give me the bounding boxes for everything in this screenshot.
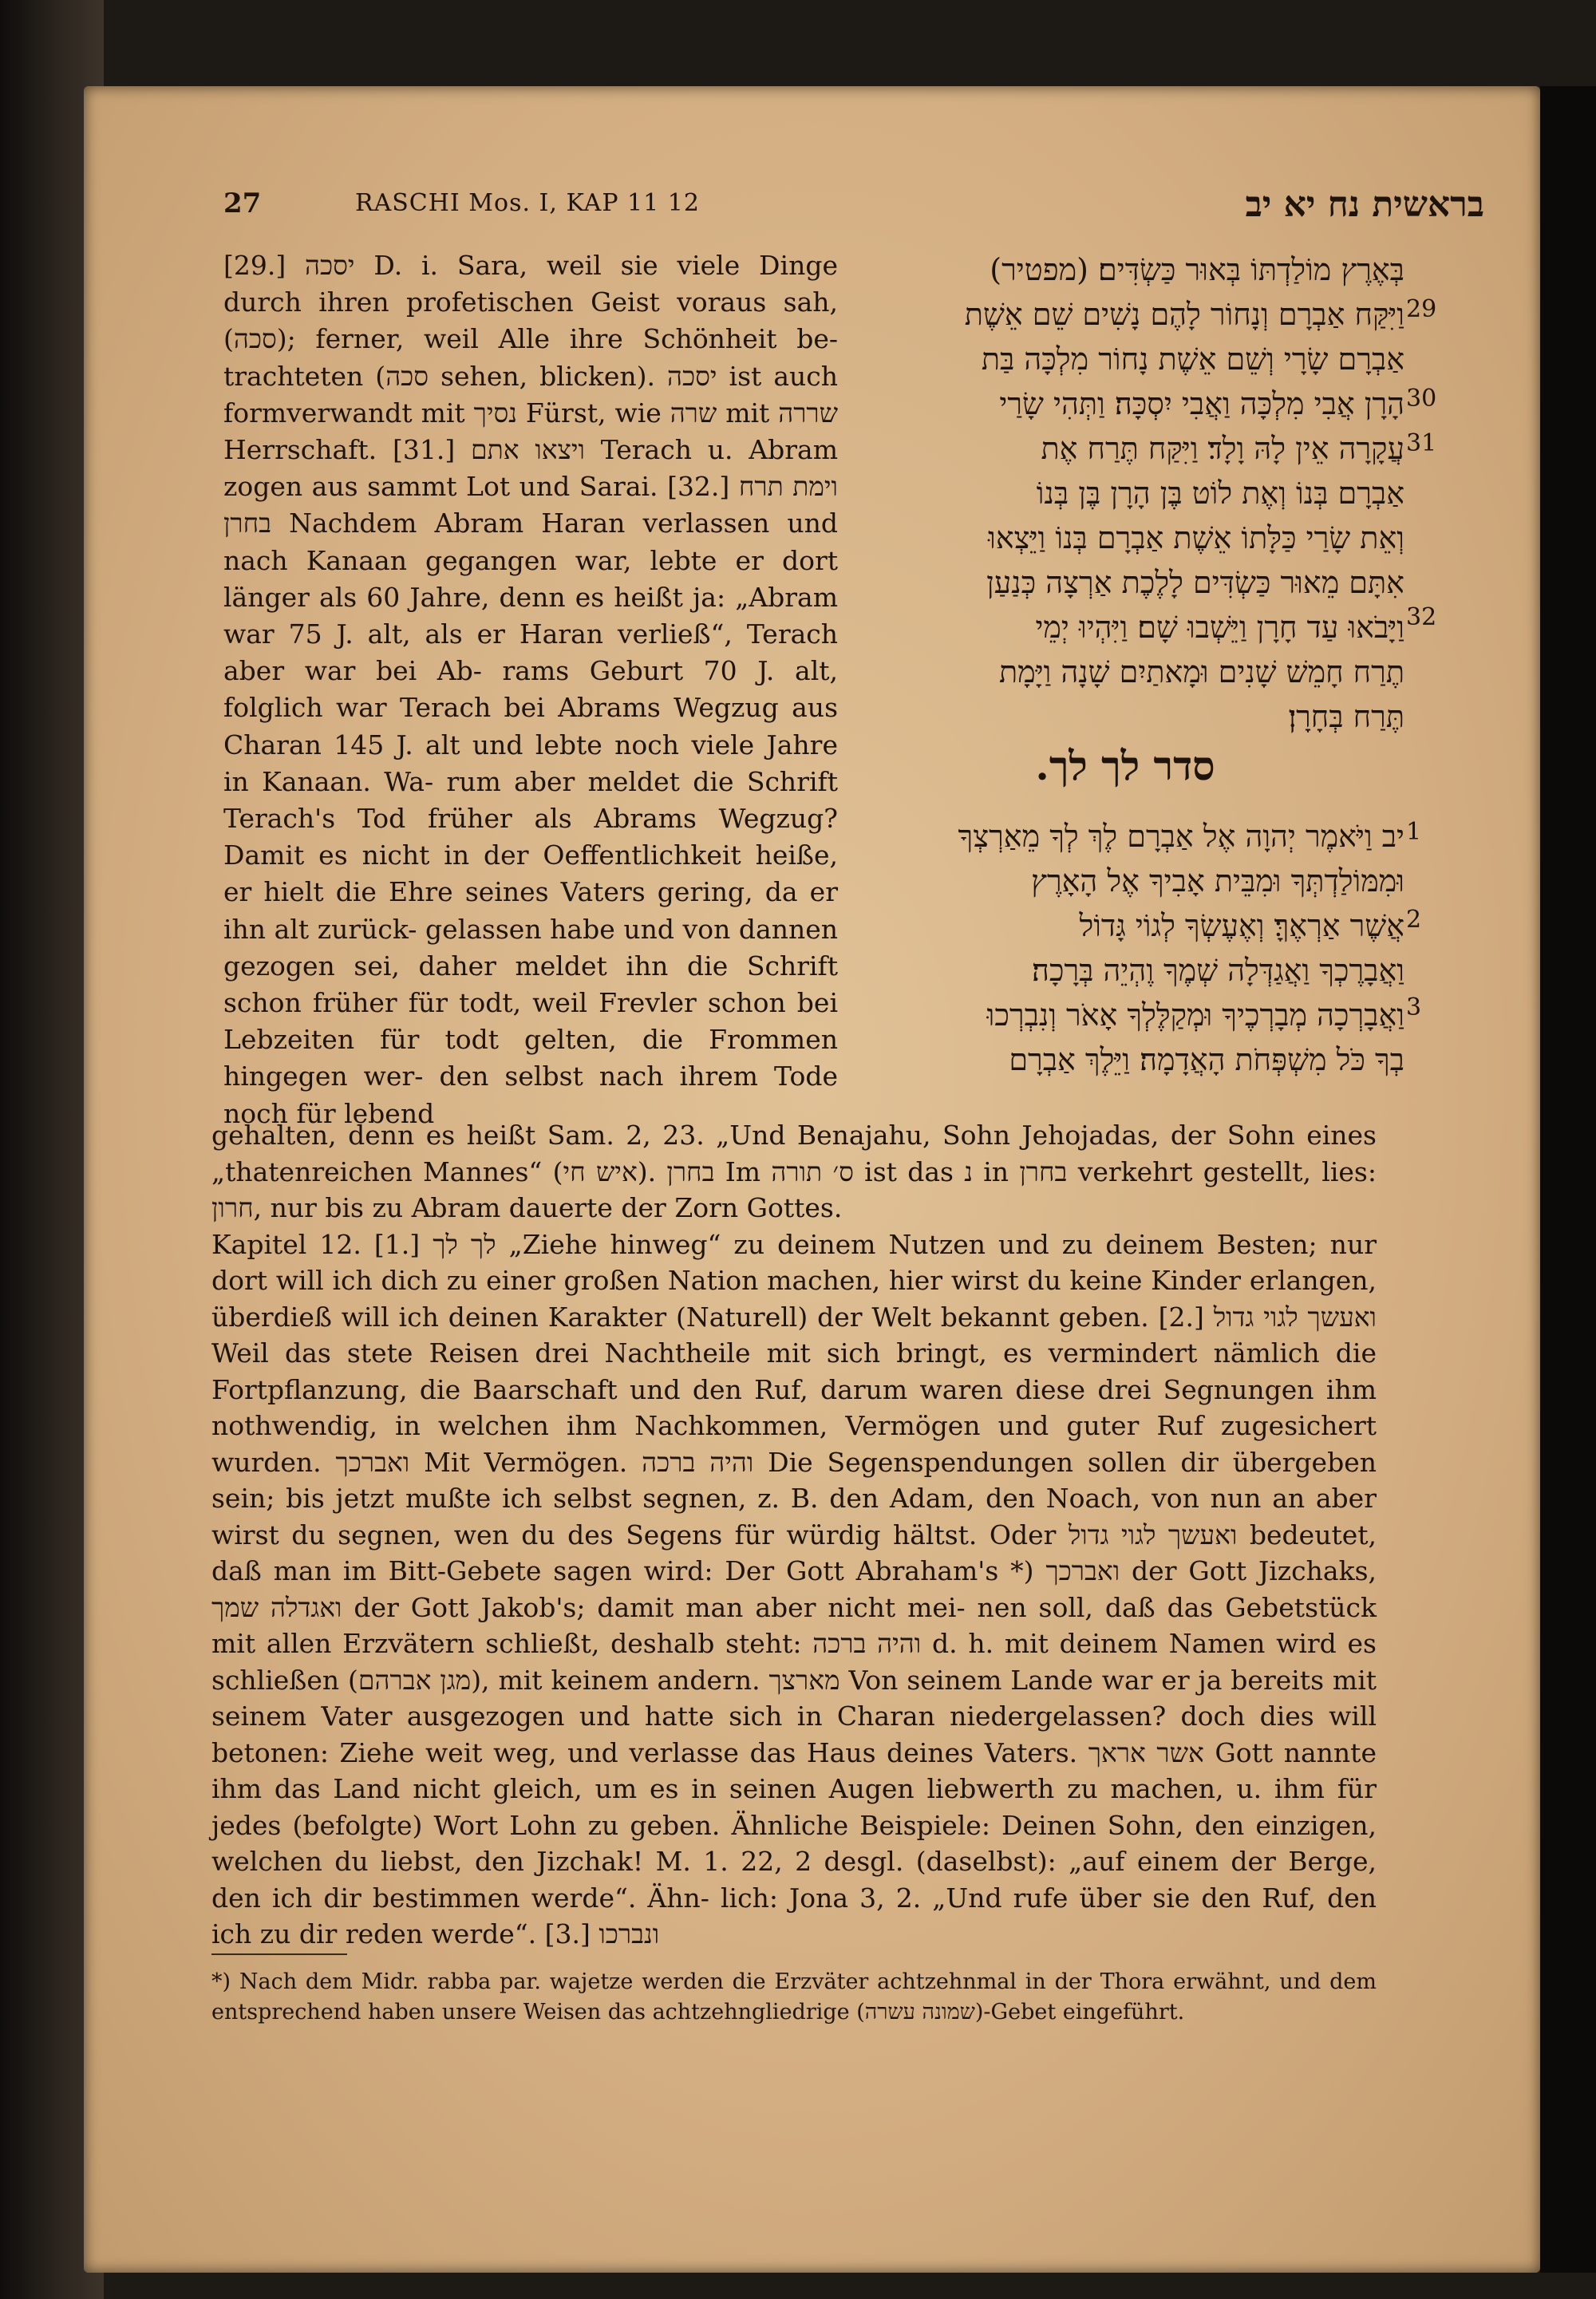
verse-number: 2	[1406, 906, 1422, 934]
page-number: 27	[223, 188, 262, 219]
verse-number: 29	[1406, 295, 1437, 323]
footnote-rule	[211, 1953, 347, 1955]
hebrew-line: אַבְרָם בְּנוֹ וְאֶת לוֹט בֶּן הָרָן בֶּן בְּנוֹ	[1036, 476, 1404, 511]
hebrew-line: עֲקָרָה אֵין לָהּ וָלָד׃ וַיִּקַּח תֶּרַח אֶת	[1041, 431, 1404, 466]
hebrew-line: וַאֲבָרֶכְךָ וַאֲגַדְּלָה שְׁמֶךָ וֶהְיֵה בְּרָכָה׃	[1032, 953, 1404, 988]
verse-number: 30	[1406, 385, 1437, 413]
hebrew-line: וּמִמּוֹלַדְתְּךָ וּמִבֵּית אָבִיךָ אֶל הָאָרֶץ	[1031, 863, 1404, 899]
page-gutter-shadow	[1540, 86, 1596, 2273]
verse-number: 32	[1406, 603, 1437, 631]
rashi-commentary-column	[223, 247, 838, 1132]
hebrew-text-ch11	[846, 247, 1404, 739]
running-head-left: RASCHI Mos. I, KAP 11 12	[355, 189, 700, 217]
full-width-commentary	[211, 1117, 1377, 1953]
hebrew-line: יב וַיֹּאמֶר יְהוָה אֶל אַבְרָם לֶךְ לְךָ מֵאַרְצְךָ	[958, 819, 1404, 854]
hebrew-line: תֶּרַח בְּחָרָן׃	[1288, 699, 1404, 734]
verse-number: 1	[1406, 818, 1422, 846]
hebrew-line: וַאֲבָרְכָה מְבָרְכֶיךָ וּמְקַלֶּלְךָ אָאֹר וְנִבְרְכוּ	[986, 997, 1404, 1033]
sidra-title: סדר לך לך.	[1035, 742, 1215, 789]
hebrew-line: הָרָן אֲבִי מִלְכָּה וַאֲבִי יִסְכָּה׃ וַתְּהִי שָׂרַי	[999, 386, 1404, 421]
hebrew-line: בְךָ כֹּל מִשְׁפְּחֹת הָאֲדָמָה׃ וַיֵּלֶךְ אַבְרָם	[1009, 1042, 1404, 1077]
commentary-paragraph: Kapitel 12. [1.] לך לך „Ziehe hinweg“ zu deinem Nutzen und zu deinem Besten; nur dort will ich dich zu einer großen Nation machen, hier wirst du keine Kinder erlangen, überdieß will ich deinen Karakter (Naturell) der Welt bekannt geben. [2.] ואעשך לגוי גדול Weil das stete Reisen drei Nachtheile mit sich bringt, es vermindert nämlich die Fortpflanzung, die Baarschaft und den Ruf, darum waren diese drei Segnungen ihm nothwendig, in welchen ihm Nachkommen, Vermögen und guter Ruf zugesichert wurden. ואברכך Mit Vermögen. והיה ברכה Die Segenspendungen sollen dir übergeben sein; bis jetzt mußte ich selbst segnen, z. B. den Adam, den Noach, von nun an aber wirst du segnen, wen du des Segens für würdig hältst. Oder ואעשך לגוי גדול bedeutet, daß man im Bitt-Gebete sagen wird: Der Gott Abraham's *) ואברכך der Gott Jizchaks, ואגדלה שמך der Gott Jakob's; damit man aber nicht mei- nen soll, daß das Gebetstück mit allen Erzvätern schließt, deshalb steht: והיה ברכה d. h. mit deinem Namen wird es schließen (מגן אברהם), mit keinem andern. מארצך Von seinem Lande war er ja bereits mit seinem Vater ausgezogen und hatte sich in Charan niedergelassen? doch dies will betonen: Ziehe weit weg, und verlasse das Haus deines Vaters. אשר אראך Gott nannte ihm das Land nicht gleich, um es in seinen Augen liebwerth zu machen, u. ihm für jedes (befolgte) Wort Lohn zu geben. Ähnliche Beispiele: Deinen Sohn, den einzigen, welchen du liebst, den Jizchak! M. 1. 22, 2 desgl. (daselbst): „auf einem der Berge, den ich dir bestimmen werde“. Ähn- lich: Jona 3, 2. „Und rufe über sie den Ruf, den ich zu dir reden werde“. [3.] ונברכו	[211, 1228, 1377, 1949]
footnote: *) Nach dem Midr. rabba par. wajetze werden die Erzväter achtzehnmal in der Thora erwähnt, und dem entsprechend haben unsere Weisen das achtzehngliedrige (שמונה עשרה)-Gebet eingeführt.	[211, 1969, 1377, 2024]
hebrew-line: אַבְרָם שָׂרָי וְשֵׁם אֵשֶׁת נָחוֹר מִלְכָּה בַּת	[981, 342, 1404, 377]
running-header	[223, 184, 1484, 227]
hebrew-line: בְּאֶרֶץ מוֹלַדְתּוֹ בְּאוּר כַּשְׂדִּים׃ (מפטיר)	[990, 252, 1404, 287]
running-head-right: בראשית נח יא יב	[1245, 184, 1484, 225]
verse-number: 31	[1406, 429, 1437, 457]
verse-number: 3	[1406, 993, 1422, 1021]
hebrew-line: וְאֵת שָׂרַי כַּלָּתוֹ אֵשֶׁת אַבְרָם בְּנוֹ וַיֵּצְאוּ	[988, 520, 1404, 555]
commentary-paragraph: gehalten, denn es heißt Sam. 2, 23. „Und Benajahu, Sohn Jehojadas, der Sohn eines „thatenreichen Mannes“ (איש חי). בחרן Im ס׳ תורה ist das נ in בחרן verkehrt gestellt, lies: חרון, nur bis zu Abram dauerte der Zorn Gottes.	[211, 1120, 1377, 1223]
hebrew-line: אֲשֶׁר אַרְאֶךָּ׃ וְאֶעֶשְׂךָ לְגוֹי גָּדוֹל	[1079, 908, 1404, 943]
hebrew-line: וַיִּקַּח אַבְרָם וְנָחוֹר לָהֶם נָשִׁים שֵׁם אֵשֶׁת	[964, 297, 1404, 332]
hebrew-line: אִתָּם מֵאוּר כַּשְׂדִּים לָלֶכֶת אַרְצָה כְּנַעַן	[986, 565, 1404, 600]
hebrew-text-ch12	[846, 814, 1404, 1082]
commentary-text: [29.] יסכה D. i. Sara, weil sie viele Dinge durch ihren profetischen Geist voraus sah, (סכה); ferner, weil Alle ihre Schönheit be- trachteten (סכה sehen, blicken). יסכה ist auch formverwandt mit נסיך Fürst, wie שרה mit שררה Herrschaft. [31.] ויצאו אתם Terach u. Abram zogen aus sammt Lot und Sarai. [32.] וימת תרח בחרן Nachdem Abram Haran verlassen und nach Kanaan gegangen war, lebte er dort länger als 60 Jahre, denn es heißt ja: „Abram war 75 J. alt, als er Haran verließ“, Terach aber war bei Ab- rams Geburt 70 J. alt, folglich war Terach bei Abrams Wegzug aus Charan 145 J. alt und lebte noch viele Jahre in Kanaan. Wa- rum aber meldet die Schrift Terach's Tod früher als Abrams Wegzug? Damit es nicht in der Oeffentlichkeit heiße, er hielt die Ehre seines Vaters gering, da er ihn alt zurück- gelassen habe und von dannen gezogen sei, daher meldet ihn die Schrift schon früher für todt, weil Frevler schon bei Lebzeiten für todt gelten, die Frommen hingegen wer- den selbst nach ihrem Tode noch für lebend	[223, 250, 838, 1129]
hebrew-line: תֶרַח חָמֵשׁ שָׁנִים וּמָאתַיִם שָׁנָה וַיָּמָת	[999, 654, 1404, 689]
hebrew-line: וַיָּבֹאוּ עַד חָרָן וַיֵּשְׁבוּ שָׁם׃ וַיִּהְיוּ יְמֵי	[1035, 610, 1404, 645]
